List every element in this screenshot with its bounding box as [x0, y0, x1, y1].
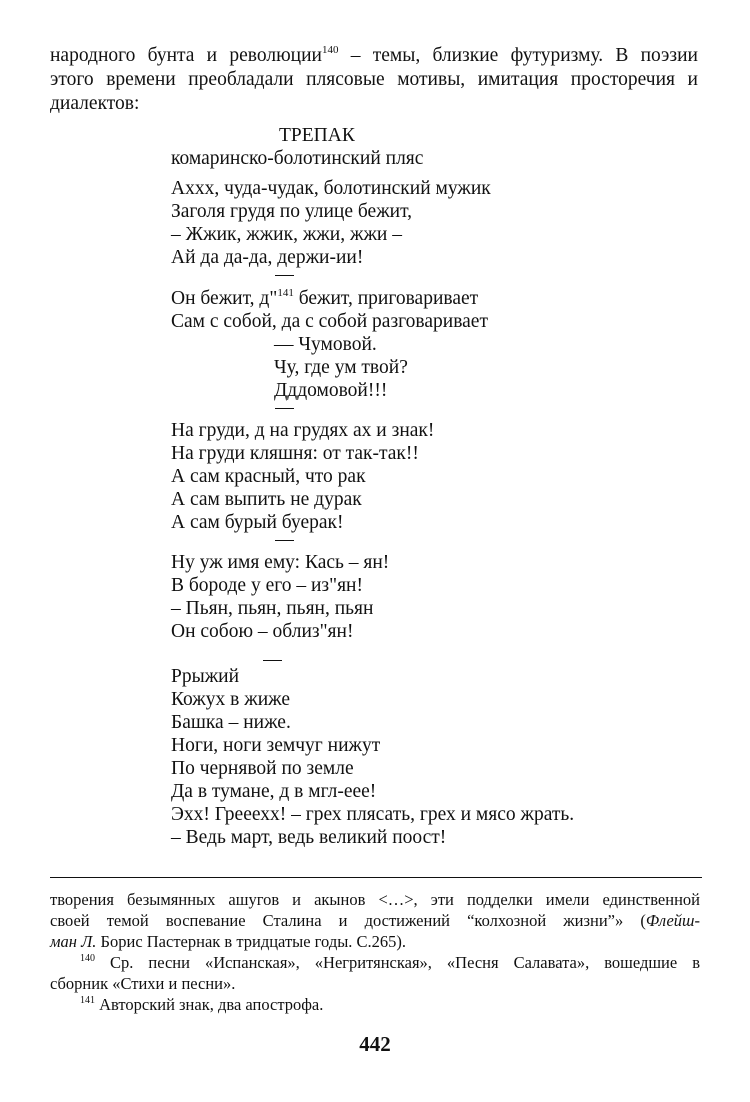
poem-line: Ай да да-да, держи-ии!	[171, 247, 364, 268]
poem-line: По чернявой по земле	[171, 758, 354, 779]
poem-line-indented: — Чумовой.	[274, 334, 377, 355]
poem-line: А сам бурый буерак!	[171, 512, 344, 533]
stanza-divider	[275, 275, 294, 276]
poem-line: Ррыжий	[171, 666, 240, 687]
poem-title: ТРЕПАК	[279, 125, 355, 146]
poem-line: А сам красный, что рак	[171, 466, 366, 487]
poem-line: Сам с собой, да с собой разговаривает	[171, 311, 488, 332]
footnote-140-continued: сборник «Стихи и песни».	[50, 974, 236, 993]
poem-line: Кожух в жиже	[171, 689, 291, 710]
footnotes	[50, 889, 700, 1015]
poem-line: Башка – ниже.	[171, 712, 291, 733]
poem-line: – Ведь март, ведь великий поост!	[171, 827, 447, 848]
poem-line: – Жжик, жжик, жжи, жжи –	[171, 224, 402, 245]
footnote-continuation-line: творения безымянных ашугов и акынов <…>, эти подделки имели единственной	[50, 890, 700, 909]
poem-line: Ну уж имя ему: Кась – ян!	[171, 552, 390, 573]
poem-subtitle: комаринско-болотинский пляс	[171, 148, 424, 169]
intro-text: – темы, близкие футуризму. В поэзии	[338, 45, 698, 66]
poem-line	[171, 288, 478, 310]
footnote-number: 141	[80, 995, 95, 1006]
footnote-separator	[50, 877, 702, 878]
poem-line: А сам выпить не дурак	[171, 489, 362, 510]
footnote-ref-140: 140	[321, 44, 339, 56]
footnote-text: Ср. песни «Испанская», «Негритянская», «Песня Салавата», вошедшие в	[95, 953, 700, 972]
author-name: Флейш-	[645, 911, 700, 930]
poem-text: бежит, приговаривает	[293, 288, 479, 309]
poem-line: Аххх, чуда-чудак, болотинский мужик	[171, 178, 491, 199]
footnote-ref-141: 141	[277, 287, 294, 299]
footnote-continuation-line	[50, 931, 700, 952]
footnote-number: 140	[80, 953, 95, 964]
stanza-divider	[275, 540, 294, 541]
poem-line: На груди кляшня: от так-так!!	[171, 443, 419, 464]
stanza-divider	[275, 408, 294, 409]
poem-line: Он собою – облиз"ян!	[171, 621, 354, 642]
footnote-text: Авторский знак, два апострофа.	[95, 995, 324, 1014]
intro-text: народного бунта и революции	[50, 45, 322, 66]
footnote-text: своей темой воспевание Сталина и достижений “колхозной жизни”» (	[50, 911, 646, 930]
poem-line: Заголя грудя по улице бежит,	[171, 201, 413, 222]
author-name: ман Л.	[50, 932, 97, 951]
footnote-141	[50, 994, 700, 1015]
poem-line: Ноги, ноги земчуг нижут	[171, 735, 381, 756]
poem-line: Да в тумане, д в мгл-еее!	[171, 781, 377, 802]
stanza-divider	[263, 660, 282, 661]
poem-line: Эхх! Грееехх! – грех плясать, грех и мясо жрать.	[171, 804, 575, 825]
page-number: 442	[359, 1032, 391, 1056]
poem-line: На груди, д на грудях ах и знак!	[171, 420, 435, 441]
poem-line: – Пьян, пьян, пьян, пьян	[171, 598, 374, 619]
poem-line-indented: Чу, где ум твой?	[274, 357, 408, 378]
intro-line-2: этого времени преобладали плясовые мотивы, имитация просторечия и	[50, 69, 698, 90]
poem-line: В бороде у его – из"ян!	[171, 575, 363, 596]
intro-paragraph	[50, 44, 698, 116]
poem-line-indented: Дддомовой!!!	[274, 380, 388, 401]
footnote-continuation-line	[50, 910, 700, 931]
poem-text: Он бежит, д"	[171, 288, 278, 309]
footnote-140	[50, 952, 700, 973]
intro-line-3: диалектов:	[50, 93, 140, 114]
footnote-text: Борис Пастернак в тридцатые годы. С.265).	[96, 932, 407, 951]
intro-line-1	[50, 44, 698, 68]
